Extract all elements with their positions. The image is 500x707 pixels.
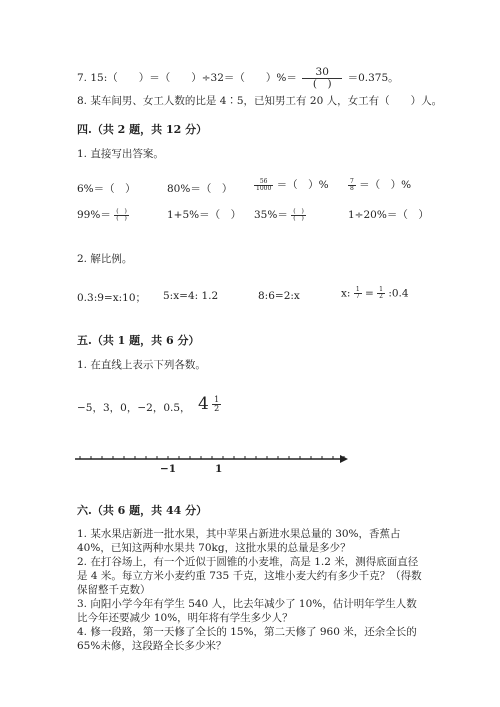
- ratio-4-frac-b: $\frac{1}{2}$: [379, 286, 383, 300]
- mixed-whole: 4: [198, 394, 209, 414]
- ratio-4-eq: =: [364, 287, 374, 300]
- q7-frac-num: 30: [302, 67, 342, 79]
- ratio-4-frac-a: $\frac{1}{7}$: [355, 286, 360, 300]
- section5-q1: 1. 在直线上表示下列各数。: [77, 359, 206, 371]
- section4-q1: 1. 直接写出答案。: [77, 148, 164, 160]
- q7-line: [77, 67, 399, 89]
- problem-4: 4. 修一段路，第一天修了全长的 15%，第二天修了 960 米，还余全长的 65%未修，这段路全长多少米？: [77, 626, 417, 652]
- mixed-frac: $\frac{1}{2}$: [214, 394, 220, 413]
- calc-5-frac: $\frac{( )}{( )}$: [116, 207, 127, 222]
- calc-4-text: ＝（ ）%: [359, 179, 412, 191]
- calc-3-frac: $\frac{56}{1000}$: [256, 177, 272, 192]
- ratio-4-rest: :0.4: [388, 287, 409, 300]
- calc-4-frac: $\frac{7}{8}$: [350, 177, 354, 192]
- problem-3: 3. 向阳小学今年有学生 540 人，比去年减少了 10%，估计明年学生人数比今年还要减少 10%，明年将有学生多少人？: [77, 598, 417, 624]
- q7-suffix: ＝0.375。: [347, 72, 399, 84]
- section5-title: 五.（共 1 题，共 6 分）: [77, 334, 200, 347]
- calc-7-text: 35%＝: [254, 209, 288, 221]
- q7-prefix: 7. 15:（ ）＝（ ）÷32＝（ ）%＝: [77, 72, 297, 84]
- ratio-1: 0.3:9=x:10；: [77, 292, 147, 304]
- calc-7-frac: $\frac{( )}{( )}$: [293, 207, 304, 222]
- ratio-4-x: x:: [341, 287, 351, 300]
- q7-frac-den: ( ): [312, 77, 332, 90]
- calc-3-text: ＝（ ）%: [276, 179, 329, 191]
- calc-5-text: 99%＝: [77, 209, 111, 221]
- calc-6: 1+5%＝（ ）: [167, 209, 242, 221]
- section6-title: 六.（共 6 题，共 44 分）: [77, 504, 208, 517]
- ratio-4: [341, 287, 409, 300]
- problem-2: 2. 在打谷场上，有一个近似于圆锥的小麦堆，高是 1.2 米，测得底面直径是 4 米。每立方米小麦约重 735 千克，这堆小麦大约有多少千克？（得数保留整千克数）: [77, 556, 422, 596]
- ratio-2: 5:x=4: 1.2: [163, 290, 219, 302]
- mixed-number: [198, 394, 221, 414]
- problems-list: [77, 527, 422, 653]
- calc-8: 1÷20%＝（ ）: [348, 209, 429, 221]
- calc-3: [254, 177, 329, 192]
- tick-label-1: 1: [215, 463, 223, 475]
- problem-1: 1. 某水果店新进一批水果，其中苹果占新进水果总量的 30%，香蕉占 40%，已知这两种水果共 70kg，这批水果的总量是多少？: [77, 528, 401, 554]
- tick-label-minus1: −1: [160, 463, 177, 475]
- q8-text: 8. 某车间男、女工人数的比是 4∶5，已知男工有 20 人，女工有（ ）人。: [77, 95, 443, 107]
- q7-fraction: [302, 67, 342, 89]
- section4-title: 四.（共 2 题，共 12 分）: [77, 123, 208, 136]
- ratio-3: 8:6=2:x: [258, 290, 300, 302]
- calc-2: 80%＝（ ）: [167, 183, 233, 195]
- calc-1: 6%＝（ ）: [77, 183, 136, 195]
- numbers-list: −5，3，0，−2，0.5，: [77, 402, 191, 414]
- calc-4: [348, 177, 411, 192]
- number-line: [0, 448, 500, 468]
- section4-q2: 2. 解比例。: [77, 253, 133, 265]
- calc-7: [254, 207, 306, 222]
- calc-5: [77, 207, 129, 222]
